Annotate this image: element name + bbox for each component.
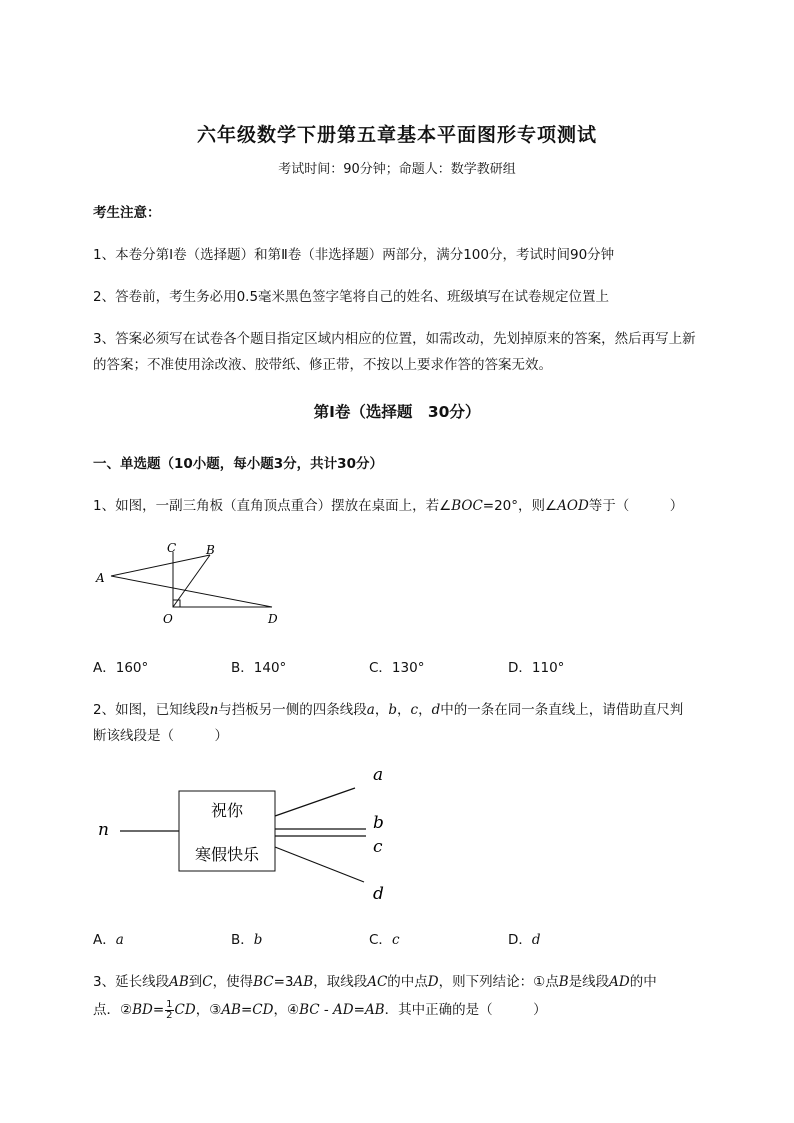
- q2-option-a[interactable]: [93, 928, 124, 948]
- q3-ad-2: AD: [333, 1002, 354, 1018]
- q2-board-text-1: 祝你: [210, 801, 244, 820]
- q1-label-c: C: [167, 541, 177, 555]
- q2-option-c-var: c: [391, 932, 400, 948]
- q2-label-a: a: [373, 765, 384, 785]
- q2-text-3: 中的一条在同一条直线上，请借助直尺判: [440, 702, 684, 718]
- q1-triangle-figure: [90, 536, 290, 632]
- q3-ab-1: AB: [169, 974, 189, 990]
- q2-option-c[interactable]: [369, 928, 400, 948]
- q3-ad-1: AD: [609, 974, 630, 990]
- q1-option-b[interactable]: B．140°: [231, 660, 287, 676]
- question-1-stem: [93, 494, 683, 514]
- q2-text-1: 2、如图，已知线段: [93, 702, 210, 718]
- q3-bc-2: BC: [299, 1002, 320, 1018]
- q3-l2-t1: 点．②: [93, 1002, 133, 1018]
- q2-option-d[interactable]: [508, 928, 541, 948]
- part-title: 一、单选题（10小题，每小题3分，共计30分）: [93, 456, 383, 472]
- q2-label-d: d: [373, 884, 384, 904]
- q1-text-mid: =20°，则∠: [482, 498, 558, 514]
- q3-t4: =3: [273, 974, 294, 990]
- question-2-stem-line-1: 2、如图，已知线段n与挡板另一侧的四条线段a，b，c，d中的一条在同一条直线上，请借助直尺判: [93, 702, 684, 718]
- q1-angle-boc: BOC: [451, 498, 483, 514]
- q3-t5: ，取线段: [313, 974, 368, 990]
- page-title: 六年级数学下册第五章基本平面图形专项测试: [196, 124, 597, 146]
- question-3-stem-line-1: [93, 970, 657, 990]
- question-2-stem-line-2: 断该线段是（ ）: [93, 728, 228, 744]
- notice-item-3-line-1: 3、答案必须写在试卷各个题目指定区域内相应的位置，如需改动，先划掉原来的答案，然后再写上新: [93, 331, 696, 347]
- q2-label-c: c: [373, 837, 383, 857]
- q3-ab-4: AB: [364, 1002, 385, 1018]
- q2-var-d: d: [431, 702, 441, 718]
- q3-t6: 的中点: [387, 974, 428, 990]
- q3-ab-2: AB: [293, 974, 314, 990]
- q2-label-n: n: [98, 820, 109, 840]
- q3-b: B: [558, 974, 569, 990]
- q2-option-b[interactable]: [231, 928, 262, 948]
- q3-bd: BD: [132, 1002, 153, 1018]
- q3-eq-1: =: [152, 1002, 165, 1018]
- q3-cd-2: CD: [252, 1002, 274, 1018]
- q3-frac-den: 2: [166, 1009, 173, 1021]
- q1-option-a[interactable]: A．160°: [93, 660, 149, 676]
- q2-var-b: b: [388, 702, 398, 718]
- notice-heading: 考生注意：: [93, 205, 161, 221]
- notice-item-2: 2、答卷前，考生务必用0.5毫米黑色签字笔将自己的姓名、班级填写在试卷规定位置上: [93, 289, 610, 305]
- q3-cd-1: CD: [174, 1002, 196, 1018]
- question-3-stem-line-2: [93, 998, 547, 1021]
- q1-label-a: A: [96, 571, 105, 585]
- q3-l2-t2: ，③: [195, 1002, 222, 1018]
- q3-d: D: [427, 974, 439, 990]
- q2-var-c: c: [410, 702, 419, 718]
- q2-var-a: a: [366, 702, 375, 718]
- q2-board-text-2: 寒假快乐: [194, 845, 260, 864]
- q2-board-figure: [92, 760, 402, 910]
- q1-label-o: O: [163, 612, 173, 626]
- q3-ab-3: AB: [221, 1002, 241, 1018]
- q2-option-b-var: b: [253, 932, 263, 948]
- q3-l2-t4: ．其中正确的是（ ）: [384, 1002, 547, 1018]
- q3-bc: BC: [253, 974, 274, 990]
- q3-l2-t3: ，④: [273, 1002, 300, 1018]
- q1-angle-aod: AOD: [557, 498, 589, 514]
- q2-option-a-prefix: A．: [93, 932, 116, 948]
- q2-option-d-prefix: D．: [508, 932, 532, 948]
- section-title: 第I卷（选择题 30分）: [313, 403, 481, 421]
- q3-t2: 到: [188, 974, 203, 990]
- q2-option-a-var: a: [115, 932, 124, 948]
- q3-t7: ，则下列结论：①点: [438, 974, 559, 990]
- q3-minus: -: [319, 1002, 334, 1018]
- q3-t3: ，使得: [212, 974, 254, 990]
- q2-option-c-prefix: C．: [369, 932, 392, 948]
- q1-label-d: D: [268, 612, 278, 626]
- q3-t8: 是线段: [568, 974, 610, 990]
- notice-item-3-line-2: 的答案；不准使用涂改液、胶带纸、修正带，不按以上要求作答的答案无效。: [93, 357, 552, 373]
- q3-t9: 的中: [629, 974, 657, 990]
- q2-option-b-prefix: B．: [231, 932, 254, 948]
- q2-text-2: 与挡板另一侧的四条线段: [218, 702, 367, 718]
- q1-text-suffix: 等于（ ）: [588, 498, 684, 514]
- q1-option-c[interactable]: C．130°: [369, 660, 425, 676]
- q3-eq-3: =: [353, 1002, 365, 1018]
- q1-label-b: B: [206, 543, 215, 557]
- q1-option-d[interactable]: D．110°: [508, 660, 565, 676]
- page-subtitle: 考试时间：90分钟；命题人：数学教研组: [278, 162, 516, 177]
- q3-fraction: [165, 1000, 173, 1021]
- q3-frac-num: 1: [166, 998, 173, 1010]
- q3-t1: 3、延长线段: [93, 974, 170, 990]
- q2-var-n: n: [209, 702, 219, 718]
- q3-eq-2: =: [240, 1002, 253, 1018]
- q2-label-b: b: [373, 813, 384, 833]
- notice-item-1: 1、本卷分第I卷（选择题）和第Ⅱ卷（非选择题）两部分，满分100分，考试时间90分钟: [93, 247, 615, 263]
- q3-ac: AC: [367, 974, 388, 990]
- q1-text-prefix: 1、如图，一副三角板（直角顶点重合）摆放在桌面上，若∠: [93, 498, 452, 514]
- q2-option-d-var: d: [531, 932, 541, 948]
- q3-c: C: [202, 974, 213, 990]
